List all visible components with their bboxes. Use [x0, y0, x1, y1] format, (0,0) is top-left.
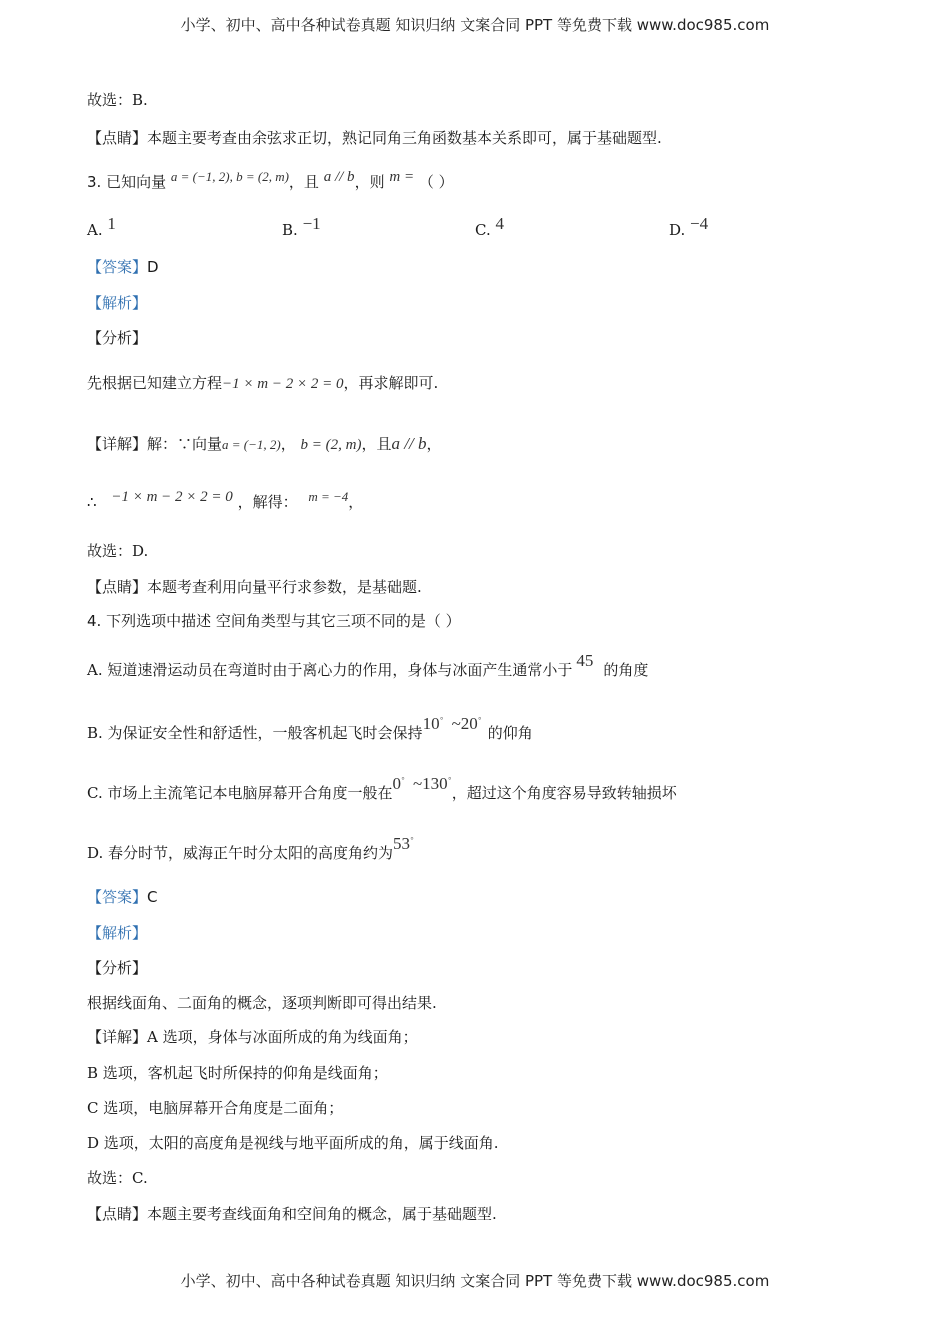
- q4-option-b-angle-high: ~20: [451, 714, 478, 733]
- q4-fenxi-text: 根据线面角、二面角的概念，逐项判断即可得出结果.: [87, 994, 437, 1012]
- q4-detail-1: 【详解】A 选项，身体与冰面所成的角为线面角；: [87, 1028, 418, 1046]
- q3-answer: [87, 257, 159, 277]
- q3-solution-line: ∴ −1 × m − 2 × 2 = 0 ，解得： m = −4，: [87, 489, 364, 511]
- q3-stem-b: ，且: [288, 173, 319, 191]
- q4-option-c: C. 市场上主流笔记本电脑屏幕开合角度一般在0° ~130°，超过这个角度容易导致转轴损坏: [87, 774, 677, 802]
- q4-option-b-angle-low: 10: [422, 714, 440, 733]
- q4-option-c-angle-low: 0: [392, 774, 401, 793]
- answer-tag: 【答案】: [87, 258, 148, 276]
- q4-detail-3: C 选项，电脑屏幕开合角度是二面角；: [87, 1099, 344, 1117]
- q4-choose: 故选：C.: [87, 1169, 148, 1187]
- answer-value: C: [147, 888, 158, 906]
- page-header-banner: 小学、初中、高中各种试卷真题 知识归纳 文案合同 PPT 等免费下载 www.doc985.com: [180, 16, 770, 34]
- q4-option-d: D. 春分时节，威海正午时分太阳的高度角约为53°: [87, 834, 415, 862]
- q3-number: 3.: [87, 173, 102, 191]
- q3-m-expression: m =: [389, 169, 415, 185]
- q4-option-c-angle-high: ~130: [412, 774, 448, 793]
- detail-tag: 【详解】: [87, 1028, 148, 1046]
- q4-option-a-angle: 45: [576, 651, 594, 670]
- q3-comment: [87, 577, 422, 597]
- q3-stem-c: ，则: [354, 173, 385, 191]
- q3-detail-parallel: a // b: [391, 434, 427, 453]
- q3-detail-vec-b: b = (2, m): [300, 437, 362, 453]
- q3-option-a: A. 1: [87, 214, 116, 239]
- q3-option-b: B. −1: [282, 214, 321, 239]
- q4-option-a: A. 短道速滑运动员在弯道时由于离心力的作用，身体与冰面产生通常小于 45 的角度: [87, 651, 649, 679]
- q3-option-d: D. −4: [669, 214, 709, 239]
- comment-text: 本题主要考查线面角和空间角的概念，属于基础题型.: [147, 1205, 497, 1223]
- answer-value: D: [147, 258, 159, 276]
- comment-tag: 【点睛】: [87, 578, 148, 596]
- q3-detail-vec-a: a = (−1, 2): [222, 437, 281, 452]
- comment-text: 本题主要考查由余弦求正切，熟记同角三角函数基本关系即可，属于基础题型.: [147, 129, 662, 147]
- page-footer-banner: 小学、初中、高中各种试卷真题 知识归纳 文案合同 PPT 等免费下载 www.doc985.com: [180, 1272, 770, 1290]
- q3-fenxi-equation: −1 × m − 2 × 2 = 0: [222, 376, 344, 392]
- q3-fenxi: 先根据已知建立方程−1 × m − 2 × 2 = 0，再求解即可.: [87, 374, 439, 392]
- q3-paren: （ ）: [418, 173, 454, 191]
- q3-vector-expression: a = (−1, 2), b = (2, m): [170, 169, 289, 184]
- q3-option-c: C. 4: [475, 214, 504, 239]
- q4-stem: 4. 下列选项中描述 空间角类型与其它三项不同的是（ ）: [87, 612, 461, 630]
- q3-solution: m = −4: [308, 489, 349, 504]
- q3-analysis-tag: 【解析】: [87, 294, 148, 312]
- q4-fenxi-tag: 【分析】: [87, 959, 148, 977]
- q4-number: 4.: [87, 612, 102, 630]
- q3-stem-a: 已知向量: [106, 173, 167, 191]
- q4-option-b: B. 为保证安全性和舒适性，一般客机起飞时会保持10° ~20°的仰角: [87, 714, 533, 742]
- q3-choose: 故选：D.: [87, 542, 149, 560]
- comment-text: 本题考查利用向量平行求参数，是基础题.: [147, 578, 422, 596]
- q3-fenxi-tag: 【分析】: [87, 329, 148, 347]
- q4-analysis-tag: 【解析】: [87, 924, 148, 942]
- answer-tag: 【答案】: [87, 888, 148, 906]
- comment-tag: 【点睛】: [87, 129, 148, 147]
- detail-tag: 【详解】: [87, 435, 148, 453]
- q3-equation: −1 × m − 2 × 2 = 0: [111, 489, 233, 505]
- q4-detail-2: B 选项，客机起飞时所保持的仰角是线面角；: [87, 1064, 388, 1082]
- q3-options: [87, 214, 887, 244]
- q4-answer: [87, 887, 158, 907]
- q3-detail: 【详解】解：∵向量a = (−1, 2)， b = (2, m)，且a // b，: [87, 434, 442, 453]
- q4-comment: [87, 1204, 497, 1224]
- q4-option-d-angle: 53: [393, 834, 411, 853]
- q4-detail-4: D 选项，太阳的高度角是视线与地平面所成的角，属于线面角.: [87, 1134, 499, 1152]
- prev-answer-line: 故选：B.: [87, 91, 148, 109]
- prev-comment: [87, 128, 662, 148]
- comment-tag: 【点睛】: [87, 1205, 148, 1223]
- q3-stem: [87, 169, 454, 193]
- therefore-symbol: ∴: [87, 493, 97, 511]
- q3-parallel-condition: a // b: [323, 169, 355, 185]
